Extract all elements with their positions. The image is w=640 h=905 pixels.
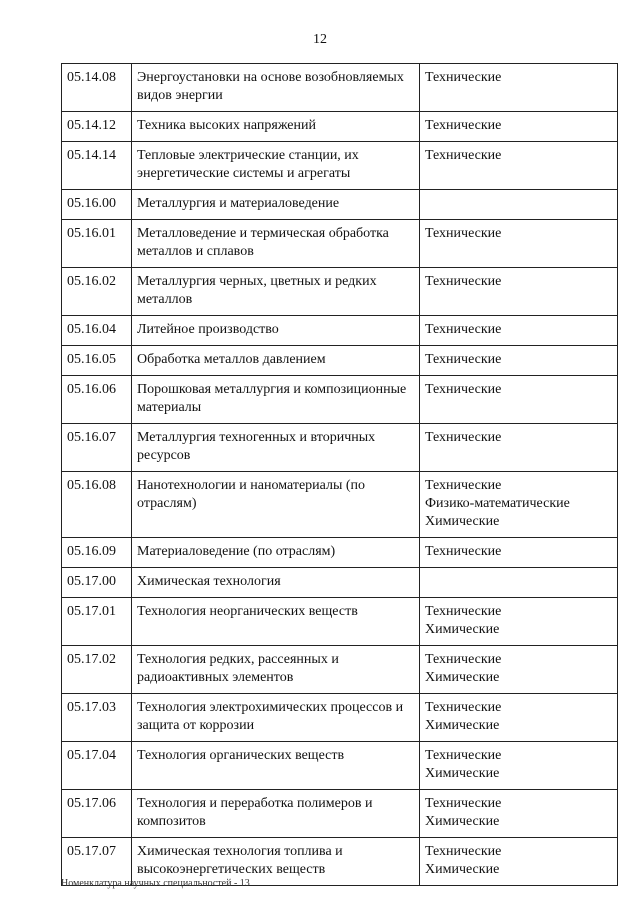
section-name: Металлургия и материаловедение (132, 190, 420, 220)
specialty-code: 05.16.06 (62, 376, 132, 424)
specialty-code: 05.16.08 (62, 472, 132, 538)
science-branch: Химические (425, 814, 500, 829)
science-branch: Технические (425, 748, 502, 763)
specialty-name: Тепловые электрические станции, их энергетические системы и агрегаты (132, 142, 420, 190)
science-branch: Технические (425, 478, 502, 493)
science-branches (420, 112, 618, 142)
table-row (62, 790, 618, 838)
science-branches (420, 598, 618, 646)
page-number: 12 (313, 32, 327, 47)
specialty-code: 05.16.05 (62, 346, 132, 376)
specialty-name: Технология электрохимических процессов и защита от коррозии (132, 694, 420, 742)
science-branch: Химические (425, 766, 500, 781)
specialty-name: Металлургия черных, цветных и редких металлов (132, 268, 420, 316)
specialty-name: Металлургия техногенных и вторичных ресурсов (132, 424, 420, 472)
section-name: Химическая технология (132, 568, 420, 598)
specialty-name: Материаловедение (по отраслям) (132, 538, 420, 568)
science-branch: Технические (425, 652, 502, 667)
specialty-code: 05.16.02 (62, 268, 132, 316)
science-branch: Технические (425, 604, 502, 619)
science-branches (420, 376, 618, 424)
science-branch: Химические (425, 514, 500, 529)
science-branches (420, 838, 618, 886)
science-branches (420, 424, 618, 472)
specialty-code: 05.16.07 (62, 424, 132, 472)
science-branch: Технические (425, 544, 502, 559)
specialty-name: Химическая технология топлива и высокоэнергетических веществ (132, 838, 420, 886)
specialty-name: Технология неорганических веществ (132, 598, 420, 646)
science-branches (420, 694, 618, 742)
specialty-code: 05.14.14 (62, 142, 132, 190)
science-branches (420, 646, 618, 694)
table-row (62, 64, 618, 112)
footer-note: Номенклатура научных специальностей - 13 (61, 878, 250, 889)
specialty-code: 05.16.09 (62, 538, 132, 568)
specialty-name: Энергоустановки на основе возобновляемых видов энергии (132, 64, 420, 112)
science-branches (420, 316, 618, 346)
table-row (62, 316, 618, 346)
science-branch: Химические (425, 670, 500, 685)
science-branches (420, 190, 618, 220)
table-row (62, 190, 618, 220)
specialty-name: Технология органических веществ (132, 742, 420, 790)
table-row (62, 568, 618, 598)
science-branch: Технические (425, 274, 502, 289)
science-branch: Технические (425, 844, 502, 859)
specialty-name: Порошковая металлургия и композиционные материалы (132, 376, 420, 424)
specialty-code: 05.17.07 (62, 838, 132, 886)
specialty-code: 05.17.01 (62, 598, 132, 646)
science-branch: Технические (425, 700, 502, 715)
specialty-name: Нанотехнологии и наноматериалы (по отраслям) (132, 472, 420, 538)
table-row (62, 742, 618, 790)
science-branches (420, 742, 618, 790)
specialty-code: 05.17.04 (62, 742, 132, 790)
science-branches (420, 472, 618, 538)
science-branch: Химические (425, 862, 500, 877)
science-branch: Технические (425, 226, 502, 241)
specialty-code: 05.17.02 (62, 646, 132, 694)
table-row (62, 424, 618, 472)
specialty-code: 05.14.12 (62, 112, 132, 142)
specialty-code: 05.16.00 (62, 190, 132, 220)
science-branch: Технические (425, 796, 502, 811)
science-branch: Физико-математические (425, 496, 570, 511)
science-branch: Технические (425, 382, 502, 397)
science-branches (420, 790, 618, 838)
science-branches (420, 64, 618, 112)
specialty-name: Литейное производство (132, 316, 420, 346)
specialty-code: 05.16.01 (62, 220, 132, 268)
table-row (62, 268, 618, 316)
table-row (62, 472, 618, 538)
science-branches (420, 268, 618, 316)
specialties-table (61, 63, 618, 886)
specialty-name: Металловедение и термическая обработка металлов и сплавов (132, 220, 420, 268)
science-branch: Технические (425, 322, 502, 337)
science-branches (420, 568, 618, 598)
table-row (62, 694, 618, 742)
science-branch: Химические (425, 622, 500, 637)
science-branch: Технические (425, 430, 502, 445)
science-branch: Химические (425, 718, 500, 733)
table-row (62, 598, 618, 646)
science-branch: Технические (425, 148, 502, 163)
table-row (62, 646, 618, 694)
science-branches (420, 538, 618, 568)
table-body (62, 64, 618, 886)
science-branch: Технические (425, 118, 502, 133)
specialty-code: 05.14.08 (62, 64, 132, 112)
specialty-code: 05.16.04 (62, 316, 132, 346)
specialty-code: 05.17.06 (62, 790, 132, 838)
table-row (62, 376, 618, 424)
table-row (62, 142, 618, 190)
science-branch: Технические (425, 352, 502, 367)
science-branches (420, 220, 618, 268)
specialty-name: Обработка металлов давлением (132, 346, 420, 376)
science-branch: Технические (425, 70, 502, 85)
specialty-name: Технология и переработка полимеров и композитов (132, 790, 420, 838)
table-row (62, 112, 618, 142)
science-branches (420, 346, 618, 376)
specialty-name: Техника высоких напряжений (132, 112, 420, 142)
table-row (62, 220, 618, 268)
table-row (62, 538, 618, 568)
specialty-code: 05.17.00 (62, 568, 132, 598)
science-branches (420, 142, 618, 190)
specialty-name: Технология редких, рассеянных и радиоактивных элементов (132, 646, 420, 694)
specialty-code: 05.17.03 (62, 694, 132, 742)
table-row (62, 346, 618, 376)
